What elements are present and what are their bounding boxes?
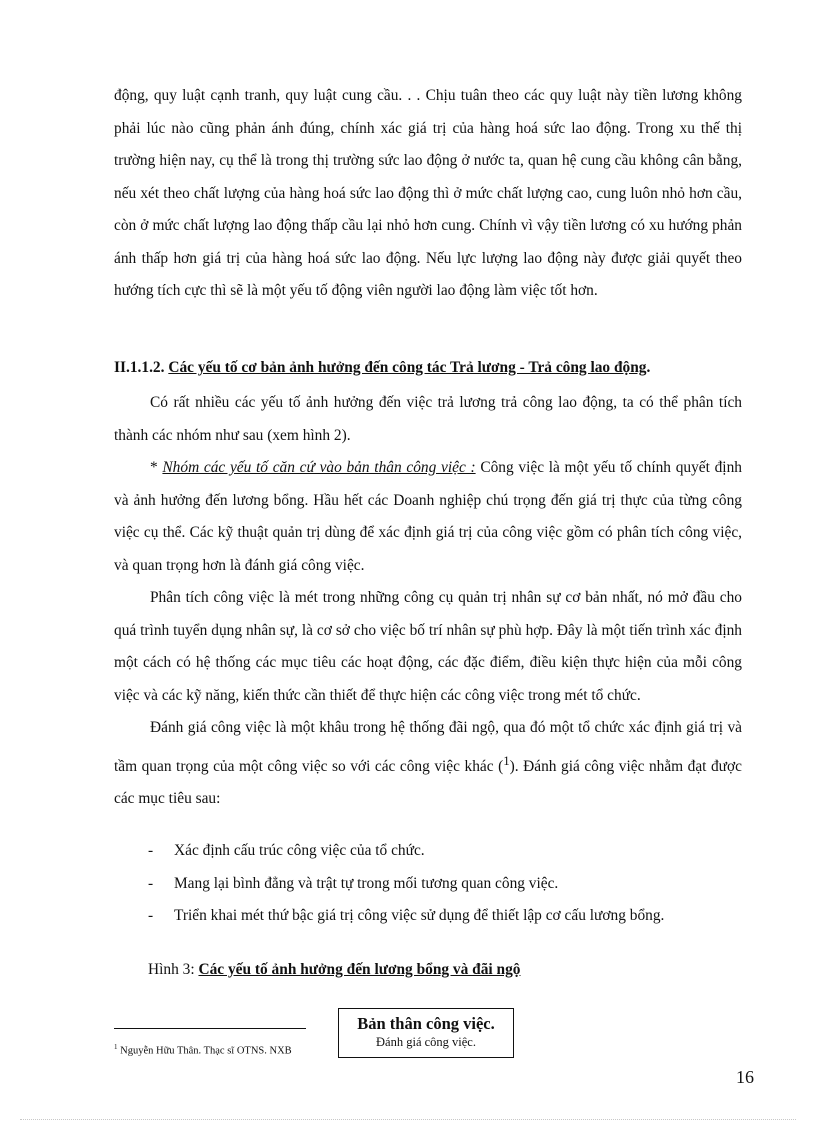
- page-bottom-edge: [20, 1119, 796, 1120]
- diagram-box-job: [338, 1008, 514, 1058]
- footnote: [114, 1040, 292, 1059]
- group-title: Nhóm các yếu tố căn cứ vào bản thân công việc :: [162, 459, 476, 476]
- diagram-box-title: Bản thân công việc.: [357, 1014, 495, 1033]
- evaluation-text-before: Đánh giá công việc là một khâu trong hệ thống đãi ngộ, qua đó một tổ chức xác định giá trị và tầm quan trọng của một công việc so với các công việc khác (: [114, 719, 742, 775]
- paragraph-job-factors: [114, 452, 742, 582]
- bullet-marker: -: [148, 842, 154, 859]
- group-marker: *: [150, 459, 158, 476]
- bullet-marker: -: [148, 907, 154, 924]
- body-text-middle: [114, 387, 742, 816]
- footnote-reference: 1: [503, 753, 510, 768]
- footnote-number: 1: [114, 1043, 118, 1051]
- objectives-list: [148, 835, 748, 933]
- footnote-text: Nguyễn Hữu Thân. Thạc sĩ OTNS. NXB: [120, 1045, 292, 1057]
- paragraph-market-laws: động, quy luật cạnh tranh, quy luật cung cầu. . . Chịu tuân theo các quy luật này tiền lương không phải lúc nào cũng phản ánh đúng, chính xác giá trị của hàng hoá sức lao động. Trong xu thế thị trường hiện nay, cụ thể là trong thị trường sức lao động ở nước ta, quan hệ cung cầu không cân bằng, nếu xét theo chất lượng của hàng hoá sức lao động thì ở mức chất lượng cao, cung luôn nhỏ hơn cầu, còn ở mức chất lượng lao động thấp cầu lại nhỏ hơn cung. Chính vì vậy tiền lương có xu hướng phản ánh thấp hơn giá trị của hàng hoá sức lao động. Nếu lực lượng lao động này được giải quyết theo hướng tích cực thì sẽ là một yếu tố động viên người lao động làm việc tốt hơn.: [114, 87, 742, 299]
- paragraph-job-analysis: Phân tích công việc là mét trong những công cụ quản trị nhân sự cơ bản nhất, nó mở đầu cho quá trình tuyển dụng nhân sự, là cơ sở cho việc bố trí nhân sự phù hợp. Đây là một tiến trình xác định một cách có hệ thống các mục tiêu các hoạt động, các đặc điểm, điều kiện thực hiện của mỗi công việc và các kỹ năng, kiến thức cần thiết để thực hiện các công việc trong mét tổ chức.: [114, 589, 742, 704]
- list-item-text: Triển khai mét thứ bậc giá trị công việc sử dụng để thiết lập cơ cấu lương bổng.: [174, 907, 665, 924]
- diagram-box-subtitle: Đánh giá công việc.: [376, 1035, 476, 1049]
- paragraph-job-evaluation: [114, 712, 742, 816]
- list-item: [148, 868, 748, 901]
- section-end-mark: .: [646, 359, 651, 376]
- section-heading: [114, 356, 754, 380]
- evaluation-text-after: ). Đánh giá công việc nhằm đạt được các mục tiêu sau:: [114, 757, 742, 808]
- paragraph-intro: Có rất nhiều các yếu tố ảnh hưởng đến việc trả lương trả công lao động, ta có thể phân tích thành các nhóm như sau (xem hình 2).: [114, 394, 742, 444]
- list-item: [148, 835, 748, 868]
- body-text-top: [114, 80, 742, 308]
- footnote-divider: [114, 1028, 306, 1029]
- page-number: 16: [736, 1067, 754, 1087]
- section-title: Các yếu tố cơ bản ảnh hưởng đến công tác Trả lương - Trả công lao động: [168, 359, 647, 376]
- section-number: II.1.1.2.: [114, 359, 165, 376]
- list-item-text: Mang lại bình đẳng và trật tự trong mối tương quan công việc.: [174, 874, 559, 892]
- figure-caption: [148, 958, 521, 982]
- list-item: [148, 900, 748, 933]
- list-item-text: Xác định cấu trúc công việc của tổ chức.: [174, 842, 425, 859]
- bullet-marker: -: [148, 874, 154, 892]
- figure-title: Các yếu tố ảnh hưởng đến lương bổng và đãi ngộ: [198, 961, 521, 978]
- figure-label: Hình 3:: [148, 961, 195, 978]
- group-text: Công việc là một yếu tố chính quyết định và ảnh hưởng đến lương bổng. Hầu hết các Doanh nghiệp chú trọng đến giá trị thực của từng công việc cụ thể. Các kỹ thuật quản trị dùng để xác định giá trị của công việc gồm có phân tích công việc, và quan trọng hơn là đánh giá công việc.: [114, 459, 742, 574]
